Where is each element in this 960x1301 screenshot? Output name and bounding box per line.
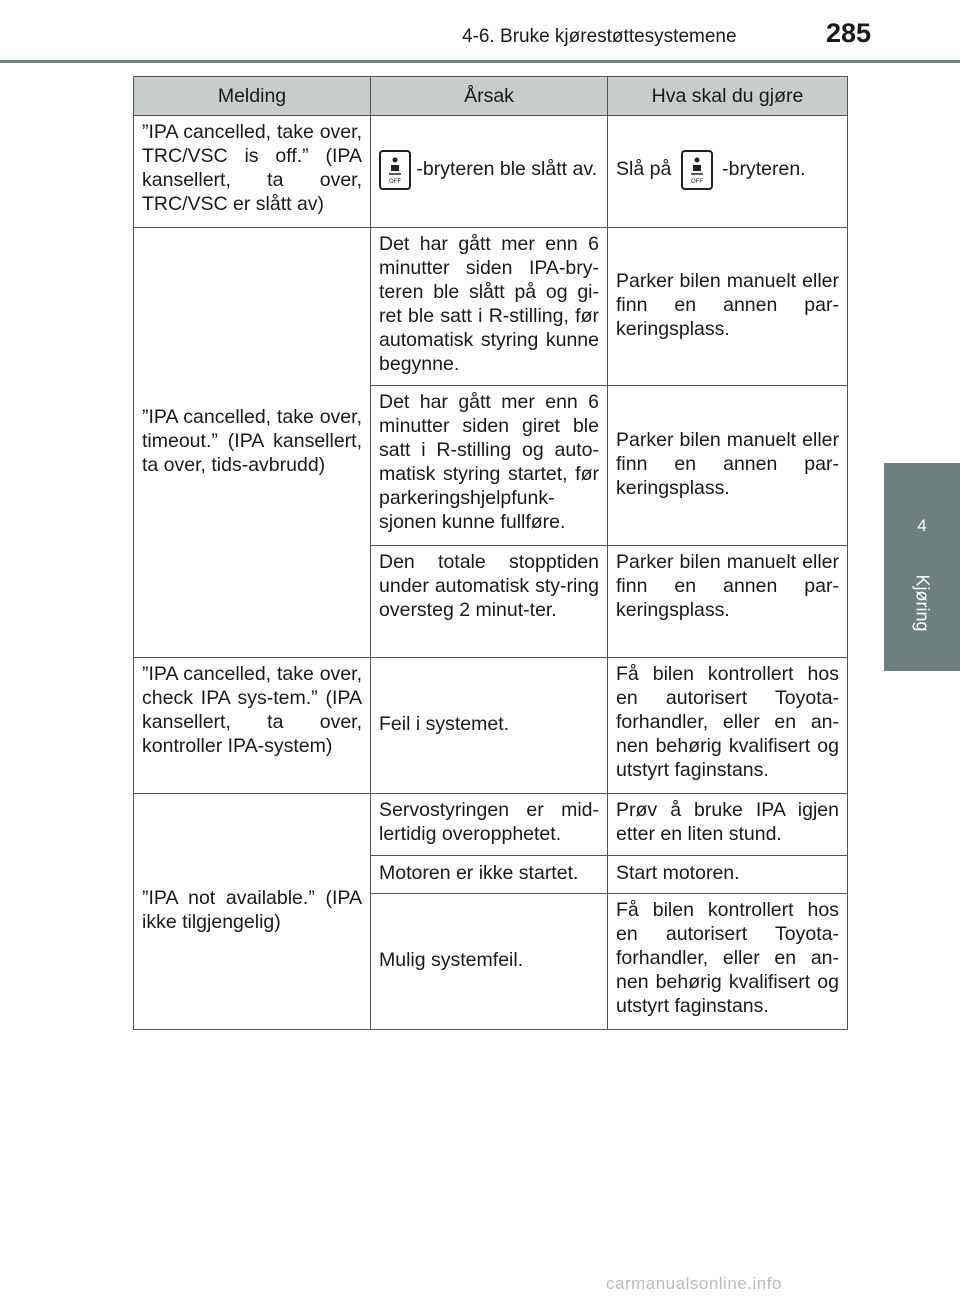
action-cell: Få bilen kontrollert hos en autorisert Toyota-forhandler, eller en an-nen behørig kvalifisert og utstyrt faginstans. [608, 658, 848, 794]
table-row [134, 794, 848, 856]
watermark-text: carmanualsonline.info [606, 1274, 782, 1293]
action-cell [608, 116, 848, 228]
svg-text:OFF: OFF [389, 178, 401, 185]
action-cell: Parker bilen manuelt eller finn en annen par-keringsplass. [608, 386, 848, 546]
cause-cell: Det har gått mer enn 6 minutter siden giret ble satt i R-stilling og auto-matisk styring startet, før parkeringshjelpfunk-sjonen kunne fullføre. [371, 386, 608, 546]
table-row [134, 116, 848, 228]
table-row [134, 228, 848, 386]
table-header-row [134, 77, 848, 116]
cause-text: -bryteren ble slått av. [416, 157, 598, 180]
cause-cell: Det har gått mer enn 6 minutter siden IPA-bry-teren ble slått på og gi-ret ble satt i R-stilling, før automatisk styring kunne begynne. [371, 228, 608, 386]
cause-cell: Feil i systemet. [371, 658, 608, 794]
action-cell: Få bilen kontrollert hos en autorisert Toyota-forhandler, eller en an-nen behørig kvalifisert og utstyrt faginstans. [608, 894, 848, 1030]
action-cell: Start motoren. [608, 856, 848, 894]
chapter-tab[interactable] [884, 463, 960, 671]
message-cell: ”IPA not available.” (IPA ikke tilgjengelig) [134, 794, 371, 1030]
header-divider [0, 60, 960, 63]
column-header-cause: Årsak [371, 77, 608, 116]
chapter-number: 4 [917, 516, 927, 535]
action-cell: Parker bilen manuelt eller finn en annen par-keringsplass. [608, 546, 848, 658]
ipa-off-switch-icon [379, 150, 411, 190]
action-cell: Parker bilen manuelt eller finn en annen par-keringsplass. [608, 228, 848, 386]
message-table [133, 76, 848, 1030]
section-title: 4-6. Bruke kjørestøttesystemene [462, 26, 737, 47]
message-cell: ”IPA cancelled, take over, timeout.” (IPA kansellert, ta over, tids-avbrudd) [134, 228, 371, 658]
cause-cell: Den totale stopptiden under automatisk sty-ring oversteg 2 minut-ter. [371, 546, 608, 658]
ipa-off-switch-icon [681, 150, 713, 190]
column-header-action: Hva skal du gjøre [608, 77, 848, 116]
cause-cell: Motoren er ikke startet. [371, 856, 608, 894]
message-cell: ”IPA cancelled, take over, TRC/VSC is off.” (IPA kansellert, ta over, TRC/VSC er slått av) [134, 116, 371, 228]
cause-cell: Servostyringen er mid-lertidig overopphetet. [371, 794, 608, 856]
cause-cell: Mulig systemfeil. [371, 894, 608, 1030]
message-cell: ”IPA cancelled, take over, check IPA sys-tem.” (IPA kansellert, ta over, kontroller IPA-system) [134, 658, 371, 794]
cause-cell [371, 116, 608, 228]
page-number: 285 [826, 18, 872, 48]
action-suffix: -bryteren. [722, 157, 806, 180]
table-row [134, 658, 848, 794]
chapter-name: Kjøring [912, 574, 933, 632]
action-cell: Prøv å bruke IPA igjen etter en liten stund. [608, 794, 848, 856]
action-prefix: Slå på [616, 157, 672, 180]
column-header-message: Melding [134, 77, 371, 116]
svg-text:OFF: OFF [690, 178, 703, 185]
